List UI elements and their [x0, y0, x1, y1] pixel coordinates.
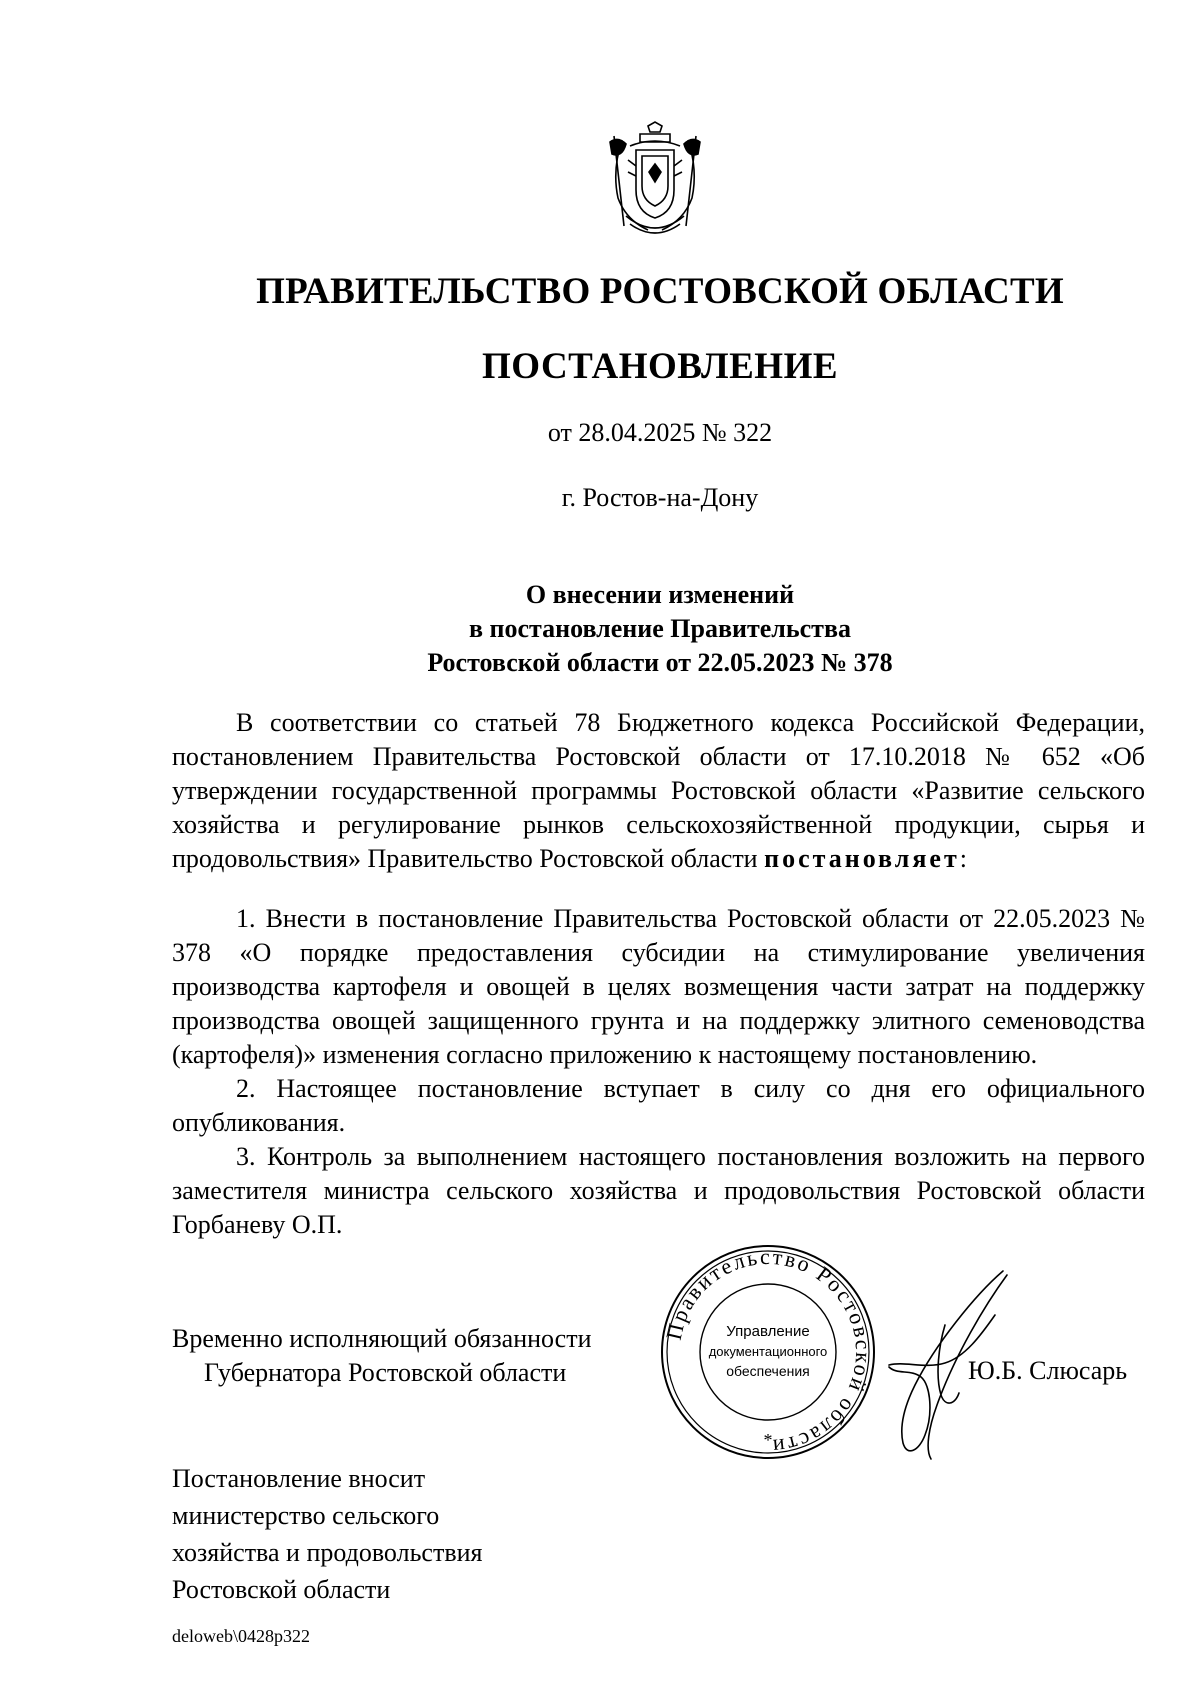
introducer-line-1: Постановление вносит	[172, 1464, 426, 1493]
preamble-end: :	[959, 844, 967, 873]
stamp-outer-text: Правительство Ростовской области	[660, 1243, 877, 1461]
resolution-item: 2. Настоящее постановление вступает в силу со дня его официального опубликования.	[172, 1074, 1145, 1137]
document-type: ПОСТАНОВЛЕНИЕ	[481, 346, 839, 387]
introducer-block	[172, 1460, 482, 1608]
preamble-paragraph	[172, 706, 1145, 876]
document-subject	[170, 578, 1150, 680]
document-code: deloweb\0428p322	[172, 1626, 310, 1646]
official-stamp	[658, 1242, 878, 1462]
signatory-position-line-1: Временно исполняющий обязанности	[172, 1324, 592, 1353]
stamp-inner-line-3: обеспечения	[726, 1363, 810, 1379]
resolution-item: 1. Внести в постановление Правительства Ростовской области от 22.05.2023 № 378 «О порядке предоставления субсидии на стимулирование увеличения производства картофеля и овощей в целях возмещения части затрат на поддержку производства овощей защищенного грунта и на поддержку элитного семеноводства (картофеля)» изменения согласно приложению к настоящему постановлению.	[172, 904, 1145, 1069]
subject-line-1: О внесении изменений	[525, 580, 795, 609]
subject-line-2: в постановление Правительства	[468, 614, 851, 643]
signatory-position-line-2: Губернатора Ростовской области	[204, 1358, 567, 1387]
document-date-number: от 28.04.2025 № 322	[547, 418, 773, 447]
introducer-line-2: министерство сельского	[172, 1501, 440, 1530]
preamble-keyword: постановляет	[764, 844, 960, 873]
preamble-text: В соответствии со статьей 78 Бюджетного кодекса Российской Федерации, постановлением Правительства Ростовской области от 17.10.2018 № 652 «Об утверждении государственной программы Ростовской области «Развитие сельского хозяйства и регулирование рынков сельскохозяйственной продукции, сырья и продовольствия» Правительство Ростовской области	[172, 708, 1145, 873]
document-city: г. Ростов-на-Дону	[561, 483, 759, 512]
resolution-items	[172, 902, 1145, 1242]
stamp-inner-line-2: документационного	[708, 1344, 828, 1359]
resolution-item: 3. Контроль за выполнением настоящего постановления возложить на первого заместителя министра сельского хозяйства и продовольствия Ростовской области Горбаневу О.П.	[172, 1142, 1145, 1239]
signatory-position	[172, 1322, 592, 1390]
subject-line-3: Ростовской области от 22.05.2023 № 378	[427, 648, 893, 677]
government-title: ПРАВИТЕЛЬСТВО РОСТОВСКОЙ ОБЛАСТИ	[256, 271, 1064, 312]
stamp-star: *	[763, 1430, 773, 1450]
signatory-name: Ю.Б. Слюсарь	[968, 1356, 1128, 1385]
introducer-line-4: Ростовской области	[172, 1575, 391, 1604]
coat-of-arms-icon	[600, 120, 710, 240]
stamp-inner-line-1: Управление	[726, 1323, 810, 1340]
introducer-line-3: хозяйства и продовольствия	[172, 1538, 483, 1567]
